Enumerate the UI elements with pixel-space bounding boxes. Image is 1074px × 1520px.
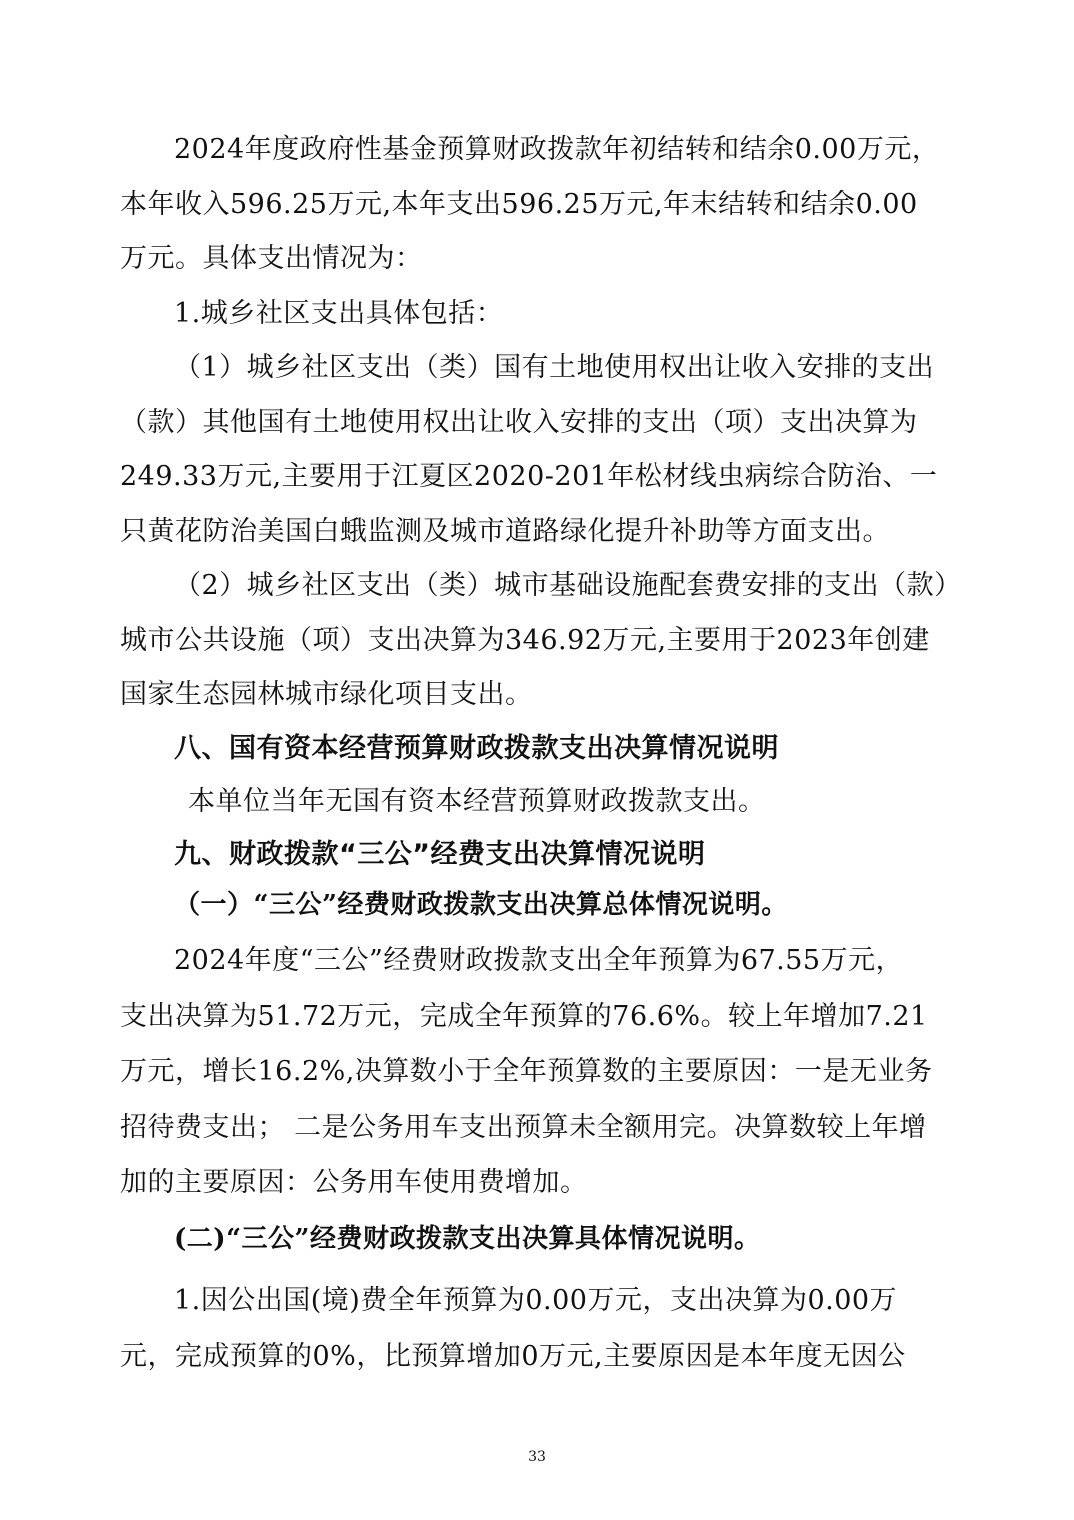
paragraph-line: 1.因公出国(境)费全年预算为0.00万元，支出决算为0.00万 — [174, 1285, 898, 1316]
paragraph-line: 城市公共设施（项）支出决算为346.92万元,主要用于2023年创建 — [120, 625, 930, 656]
paragraph-line: 元，完成预算的0%，比预算增加0万元,主要原因是本年度无因公 — [120, 1341, 906, 1372]
page-number: 33 — [528, 1449, 546, 1465]
paragraph-line: 本单位当年无国有资本经营预算财政拨款支出。 — [188, 786, 766, 817]
paragraph-line: 本年收入596.25万元,本年支出596.25万元,年末结转和结余0.00 — [120, 189, 918, 220]
paragraph-line: 加的主要原因：公务用车使用费增加。 — [120, 1167, 588, 1198]
paragraph-line: 2024年度“三公”经费财政拨款支出全年预算为67.55万元， — [174, 945, 904, 976]
paragraph-line: （款）其他国有土地使用权出让收入安排的支出（项）支出决算为 — [120, 407, 918, 438]
paragraph-line: 2024年度政府性基金预算财政拨款年初结转和结余0.00万元， — [174, 134, 940, 165]
paragraph-line: 国家生态园林城市绿化项目支出。 — [120, 679, 533, 710]
paragraph-line: （2）城乡社区支出（类）城市基础设施配套费安排的支出（款） — [174, 570, 962, 601]
section-heading-9: 九、财政拨款“三公”经费支出决算情况说明 — [174, 839, 706, 870]
list-item-title: 1.城乡社区支出具体包括： — [174, 298, 504, 329]
subsection-heading-1: （一）“三公”经费财政拨款支出决算总体情况说明。 — [174, 890, 788, 920]
paragraph-line: 支出决算为51.72万元，完成全年预算的76.6%。较上年增加7.21 — [120, 1001, 928, 1032]
paragraph-line: 万元。具体支出情况为： — [120, 243, 423, 274]
subsection-heading-2: (二)“三公”经费财政拨款支出决算具体情况说明。 — [174, 1224, 761, 1254]
paragraph-line: 249.33万元,主要用于江夏区2020-201年松材线虫病综合防治、一 — [120, 461, 938, 492]
paragraph-line: （1）城乡社区支出（类）国有土地使用权出让收入安排的支出 — [174, 352, 935, 383]
paragraph-line: 招待费支出； 二是公务用车支出预算未全额用完。决算数较上年增 — [120, 1112, 927, 1143]
section-heading-8: 八、国有资本经营预算财政拨款支出决算情况说明 — [174, 733, 779, 764]
paragraph-line: 只黄花防治美国白蛾监测及城市道路绿化提升补助等方面支出。 — [120, 516, 890, 547]
paragraph-line: 万元，增长16.2%,决算数小于全年预算数的主要原因：一是无业务 — [120, 1056, 933, 1087]
